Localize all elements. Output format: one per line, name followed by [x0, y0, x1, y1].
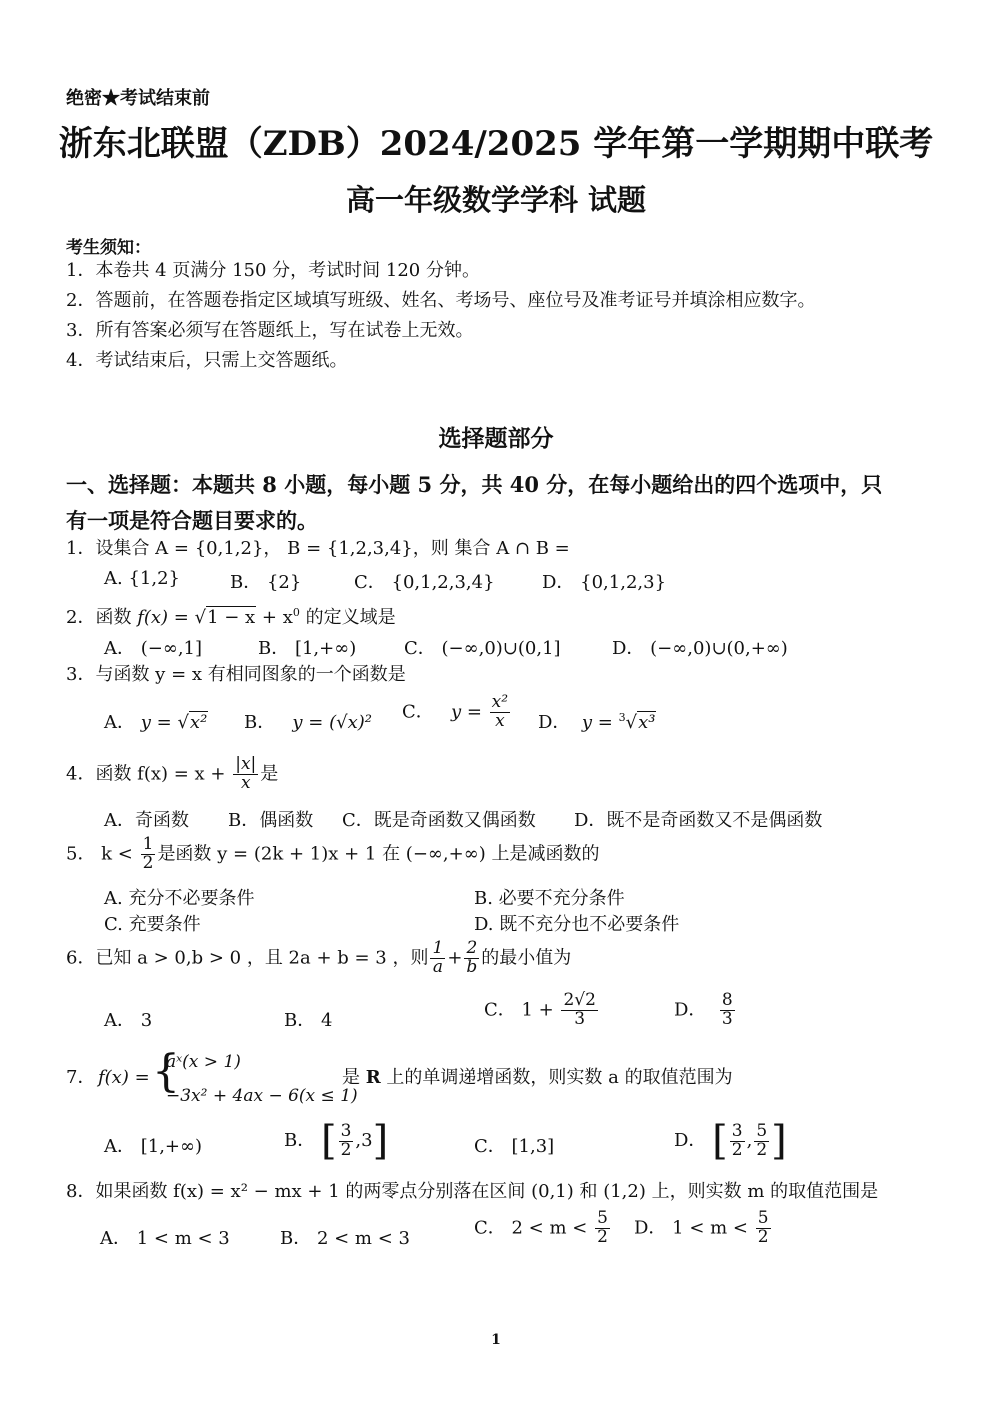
option-fraction [756, 1210, 771, 1247]
question-6-fraction-2 [464, 940, 479, 977]
question-7-option-c[interactable]: C． [1,3] [474, 1136, 555, 1157]
question-4-stem [66, 756, 278, 793]
question-2-stem-post: 的定义域是 [299, 607, 396, 628]
notice-heading: 考生须知： [66, 238, 151, 258]
fraction-denominator: 2 [756, 1139, 768, 1160]
question-4-stem-post: 是 [260, 763, 279, 785]
question-4-option-a[interactable]: A．奇函数 [104, 810, 189, 831]
question-6-option-b[interactable]: B． 4 [284, 1010, 333, 1031]
question-4-option-b[interactable]: B．偶函数 [228, 810, 314, 831]
fraction-numerator: 3 [731, 1120, 743, 1141]
option-fraction [730, 1120, 745, 1160]
question-8-option-a[interactable]: A． 1 < m < 3 [100, 1228, 230, 1249]
option-label: C． [402, 701, 434, 723]
option-fraction [561, 992, 597, 1029]
fraction-numerator: 8 [721, 990, 733, 1010]
fraction-denominator: 2 [731, 1139, 743, 1160]
fraction-numerator: |x| [235, 754, 257, 774]
question-7-stem-post: 上的单调递增函数，则实数 a 的取值范围为 [380, 1067, 733, 1088]
question-5-stem-pre: 5． k < [66, 843, 139, 865]
notice-item: 1．本卷共 4 页满分 150 分，考试时间 120 分钟。 [66, 260, 480, 281]
section-instruction: 一、选择题：本题共 8 小题，每小题 5 分，共 40 分，在每小题给出的四个选项中，只 [66, 472, 883, 497]
fraction-denominator: 2 [597, 1226, 608, 1247]
option-expr: C． 1 + [484, 999, 560, 1021]
question-2-stem-pre: 2．函数 [66, 607, 132, 628]
question-8-option-b[interactable]: B． 2 < m < 3 [280, 1228, 410, 1249]
fraction-denominator: x [495, 710, 505, 731]
fraction-denominator: 3 [721, 1008, 733, 1029]
question-2-plus-x: + x [256, 607, 293, 628]
option-expr: C． 2 < m < [474, 1217, 594, 1239]
question-7-case-2: −3x² + 4ax − 6(x ≤ 1) [166, 1086, 358, 1106]
question-5-option-d[interactable]: D. 既不充分也不必要条件 [474, 914, 680, 935]
fraction-denominator: x [240, 772, 251, 793]
question-7-brace: { [152, 1046, 180, 1097]
question-2-option-b[interactable]: B． [1,+∞) [258, 638, 357, 659]
root-index: 3 [618, 711, 626, 724]
question-7-stem-pre: 是 [342, 1067, 366, 1088]
secret-label: 绝密★考试结束前 [66, 88, 210, 109]
question-2-exponent: 0 [292, 606, 300, 619]
option-fraction [754, 1120, 769, 1160]
fraction-numerator: 2 [464, 940, 479, 959]
notice-item: 3．所有答案必须写在答题纸上，写在试卷上无效。 [66, 320, 474, 341]
question-2-radicand: 1 − x [207, 607, 256, 628]
option-label: D． [674, 999, 707, 1021]
option-expr: y = (√x)² [292, 712, 372, 733]
question-7-case-1: aˣ(x > 1) [166, 1052, 241, 1072]
option-label: B． [244, 712, 276, 733]
section-instruction-cont: 有一项是符合题目要求的。 [66, 508, 318, 533]
notice-item: 2．答题前，在答题卷指定区域填写班级、姓名、考场号、座位号及准考证号并填涂相应数字。 [66, 290, 816, 311]
fraction-denominator: 2 [142, 852, 154, 873]
question-8-option-c[interactable] [474, 1210, 612, 1247]
question-4-option-d[interactable]: D．既不是奇函数又不是偶函数 [574, 810, 823, 831]
fraction-numerator: 3 [340, 1120, 352, 1141]
option-fraction [595, 1210, 610, 1247]
section-title: 选择题部分 [438, 425, 554, 452]
question-5-stem [66, 836, 599, 873]
fraction-numerator: 1 [432, 938, 444, 958]
question-2-stem: 2．函数 $f(x) = √1 - x + x^0$ 的定义域是 [66, 606, 396, 628]
question-7-stem [342, 1067, 733, 1089]
question-3-stem: 3．与函数 y = x 有相同图象的一个函数是 [66, 664, 406, 685]
question-4-stem-pre: 4．函数 f(x) = x + [66, 763, 232, 785]
question-1-option-b[interactable]: B． {2} [230, 572, 302, 593]
option-fraction [490, 694, 510, 731]
question-7-fx: f(x) = [98, 1067, 150, 1088]
question-2-option-c[interactable]: C． (−∞,0)∪(0,1] [404, 638, 561, 659]
question-6-option-d[interactable] [674, 992, 737, 1029]
fraction-numerator: x² [491, 692, 509, 712]
question-8-option-d[interactable] [634, 1210, 773, 1247]
question-5-option-a[interactable]: A. 充分不必要条件 [104, 888, 255, 909]
fraction-denominator: a [432, 956, 443, 977]
question-4-fraction [233, 756, 258, 793]
question-6-option-a[interactable]: A． 3 [104, 1010, 153, 1031]
fraction-numerator: 2√2 [563, 990, 596, 1010]
fraction-denominator: 2 [340, 1139, 352, 1160]
question-6-stem-pre: 6．已知 a > 0,b > 0 ，且 2a + b = 3 ，则 [66, 947, 429, 969]
option-expr: y = [140, 712, 178, 733]
plus-sign: + [447, 947, 463, 969]
question-3-option-b[interactable] [244, 708, 372, 734]
notice-item: 4．考试结束后，只需上交答题纸。 [66, 350, 348, 371]
question-1-option-a[interactable]: A. {1,2} [104, 568, 180, 589]
question-8-stem: 8．如果函数 f(x) = x² − mx + 1 的两零点分别落在区间 (0,1) 和 (1,2) 上，则实数 m 的取值范围是 [66, 1181, 879, 1202]
fraction-numerator: 5 [756, 1120, 768, 1141]
question-3-option-c[interactable] [402, 694, 512, 731]
fraction-denominator: 3 [574, 1008, 586, 1029]
question-7-real-set: R [365, 1067, 381, 1088]
option-radicand: x² [189, 712, 208, 733]
question-7-option-d[interactable]: D． [ $\frac{3}{2}$ , $\frac{5}{2}$ ] [674, 1118, 787, 1164]
question-3-option-a[interactable]: A． y = √x² [104, 712, 208, 733]
exam-title: 浙东北联盟（ZDB）2024/2025 学年第一学期期中联考 [58, 124, 934, 164]
fraction-denominator: 2 [757, 1226, 769, 1247]
question-5-option-c[interactable]: C. 充要条件 [104, 914, 201, 935]
exam-subtitle: 高一年级数学学科 试题 [345, 183, 647, 217]
fraction-numerator: 5 [597, 1208, 608, 1228]
fraction-numerator: 1 [142, 834, 154, 854]
option-expr: y = [581, 712, 619, 733]
option-label: D． [538, 712, 571, 733]
question-6-stem-post: 的最小值为 [481, 947, 572, 969]
fraction-denominator: b [466, 956, 478, 977]
option-expr: ,3 [355, 1130, 373, 1151]
question-3-option-d[interactable]: D． y = $^3$√x³ [538, 711, 656, 733]
question-7-option-a[interactable]: A． [1,+∞) [104, 1136, 203, 1157]
question-1-stem: 1．设集合 A = {0,1,2}， B = {1,2,3,4}，则 集合 A ∩ B = [66, 538, 570, 559]
question-1-option-c[interactable]: C． {0,1,2,3,4} [354, 572, 495, 593]
option-expr: y = [450, 701, 488, 723]
option-fraction [720, 992, 735, 1029]
question-6-fraction-1 [430, 940, 445, 977]
option-fraction [339, 1120, 354, 1160]
option-label: D． [674, 1130, 707, 1151]
question-5-stem-post: 是函数 y = (2k + 1)x + 1 在 (−∞,+∞) 上是减函数的 [157, 843, 600, 865]
question-2-fx: f(x) = [137, 607, 195, 628]
option-label: B． [284, 1130, 316, 1151]
fraction-numerator: 5 [757, 1208, 769, 1228]
option-radicand: x³ [638, 712, 656, 733]
question-7-number: 7． [66, 1067, 96, 1088]
question-1-option-d[interactable]: D． {0,1,2,3} [542, 572, 667, 593]
option-label: A． [104, 712, 135, 733]
question-4-option-c[interactable]: C．既是奇函数又偶函数 [342, 810, 536, 831]
question-5-fraction [141, 836, 156, 873]
question-2-option-a[interactable]: A． (−∞,1] [104, 638, 203, 659]
question-6-option-c[interactable] [484, 992, 600, 1029]
question-6-stem [66, 940, 571, 977]
page-number: 1 [491, 1332, 501, 1348]
question-5-option-b[interactable]: B. 必要不充分条件 [474, 888, 625, 909]
question-7-option-b[interactable]: B． [ $\frac{3}{2}$ ,3] [284, 1118, 389, 1164]
question-2-option-d[interactable]: D． (−∞,0)∪(0,+∞) [612, 638, 788, 659]
option-expr: D． 1 < m < [634, 1217, 754, 1239]
